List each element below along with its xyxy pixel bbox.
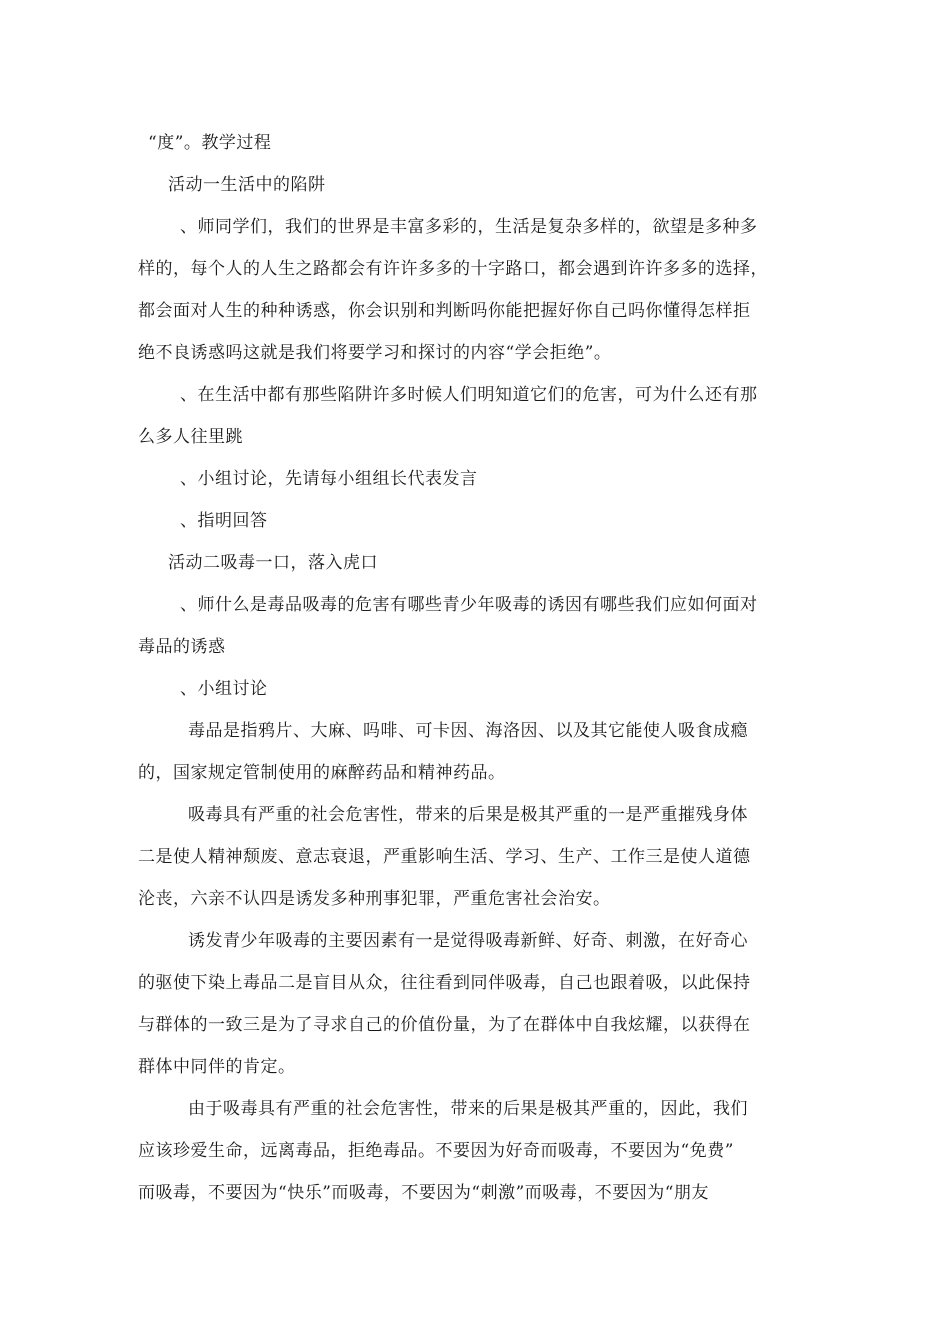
text-line: 毒品是指鸦片、大麻、吗啡、可卡因、海洛因、以及其它能使人吸食成瘾: [188, 721, 748, 741]
text-line: 群体中同伴的肯定。: [138, 1057, 296, 1077]
text-line: 的驱使下染上毒品二是盲目从众，往往看到同伴吸毒，自己也跟着吸，以此保持: [138, 973, 751, 993]
text-line: 吸毒具有严重的社会危害性，带来的后果是极其严重的一是严重摧残身体: [188, 805, 748, 825]
text-line: 、指明回答: [180, 511, 268, 531]
text-line: 与群体的一致三是为了寻求自己的价值份量，为了在群体中自我炫耀，以获得在: [138, 1015, 751, 1035]
text-line: 、小组讨论，先请每小组组长代表发言: [180, 469, 478, 489]
text-line: 、在生活中都有那些陷阱许多时候人们明知道它们的危害，可为什么还有那: [180, 385, 758, 405]
text-line: 二是使人精神颓废、意志衰退，严重影响生活、学习、生产、工作三是使人道德: [138, 847, 751, 867]
section-heading: 活动二吸毒一口，落入虎口: [168, 553, 378, 573]
text-line: 的，国家规定管制使用的麻醉药品和精神药品。: [138, 763, 506, 783]
text-line: 绝不良诱惑吗这就是我们将要学习和探讨的内容“学会拒绝”。: [138, 343, 612, 363]
text-line: “度”。教学过程: [148, 133, 272, 153]
text-line: 么多人往里跳: [138, 427, 243, 447]
text-line: 诱发青少年吸毒的主要因素有一是觉得吸毒新鲜、好奇、刺激，在好奇心: [188, 931, 748, 951]
text-line: 毒品的诱惑: [138, 637, 226, 657]
text-line: 样的，每个人的人生之路都会有许许多多的十字路口，都会遇到许许多多的选择，: [138, 259, 768, 279]
text-line: 而吸毒，不要因为“快乐”而吸毒，不要因为“刺激”而吸毒，不要因为“朋友: [138, 1183, 709, 1203]
text-line: 沦丧，六亲不认四是诱发多种刑事犯罪，严重危害社会治安。: [138, 889, 611, 909]
text-line: 都会面对人生的种种诱惑，你会识别和判断吗你能把握好你自己吗你懂得怎样拒: [138, 301, 751, 321]
text-line: 由于吸毒具有严重的社会危害性，带来的后果是极其严重的，因此，我们: [188, 1099, 748, 1119]
text-line: 、师什么是毒品吸毒的危害有哪些青少年吸毒的诱因有哪些我们应如何面对: [180, 595, 758, 615]
text-line: 、小组讨论: [180, 679, 268, 699]
text-line: 、师同学们，我们的世界是丰富多彩的，生活是复杂多样的，欲望是多种多: [180, 217, 758, 237]
section-heading: 活动一生活中的陷阱: [168, 175, 326, 195]
text-line: 应该珍爱生命，远离毒品，拒绝毒品。不要因为好奇而吸毒，不要因为“免费”: [138, 1141, 734, 1161]
